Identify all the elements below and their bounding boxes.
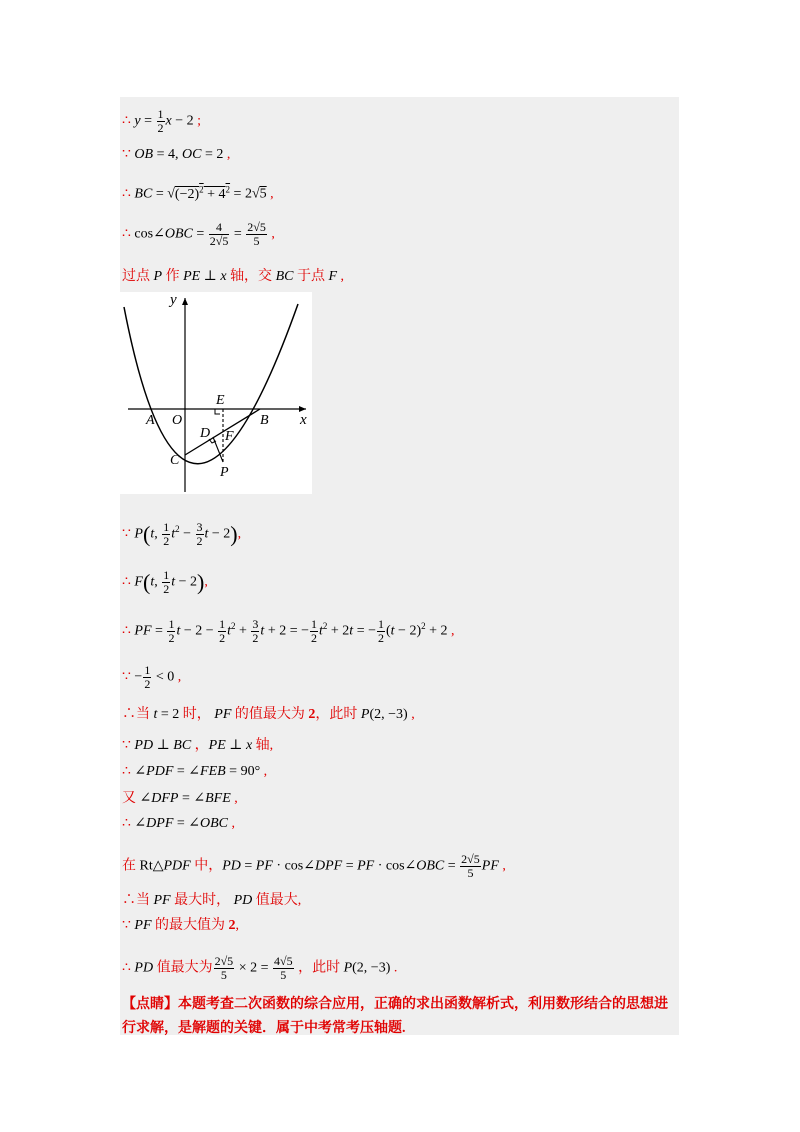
solution-line-15: 在 Rt△PDF 中，PD = PF · cos∠DPF = PF · cos∠OBC = $\frac{2√5}{5}$ PF , xyxy=(122,852,506,880)
solution-line-5: 过点 P 作 PE ⊥ x 轴，交 BC 于点 F , xyxy=(122,269,345,284)
label-a: A xyxy=(146,413,155,428)
solution-line-14: ∴ ∠DPF = ∠OBC , xyxy=(122,816,236,831)
label-p: P xyxy=(220,465,229,480)
parabola-diagram xyxy=(120,292,312,494)
solution-line-9: ∵ − $\frac{1}{2}$ < 0 , xyxy=(122,663,182,691)
label-b: B xyxy=(260,413,269,428)
solution-line-3: ∴ BC = $√(-2)^2 + 4^2 = 2√5$ , xyxy=(122,184,274,202)
solution-line-4: ∴ cos∠OBC = $\frac{4}{2√5}$ = $\frac{2√5}{5}$ , xyxy=(122,220,275,248)
solution-line-7: ∴ F(t, $\frac{1}{2}$ t − 2), xyxy=(122,568,208,596)
solution-line-6: ∵ P(t, $\frac{1}{2}$ $t^2$ − $\frac{3}{2}$ t − 2), xyxy=(122,519,242,548)
label-c: C xyxy=(170,453,180,468)
solution-line-17: ∵ PF 的最大值为 2, xyxy=(122,918,240,933)
solution-line-18: ∴ PD 值最大为 $\frac{2√5}{5}$ × 2 = $\frac{4√5}{5}$ ，此时 P(2, −3) . xyxy=(122,954,398,982)
solution-line-10: ∴当 t = 2 时， PF 的值最大为 2，此时 P(2, −3) , xyxy=(122,707,415,722)
parabola-figure xyxy=(120,292,312,494)
comment-line-1: 【点睛】本题考查二次函数的综合应用，正确的求出函数解析式，利用数形结合的思想进 xyxy=(122,997,668,1012)
label-d: D xyxy=(200,426,211,441)
solution-line-16: ∴当 PF 最大时， PD 值最大, xyxy=(122,893,302,908)
label-e: E xyxy=(216,393,225,408)
solution-line-12: ∴ ∠PDF = ∠FEB = 90° , xyxy=(122,764,268,779)
y-axis-arrow xyxy=(182,298,188,305)
solution-line-11: ∵ PD ⊥ BC ，PE ⊥ x 轴, xyxy=(122,738,274,753)
solution-line-2: ∵ OB = 4, OC = 2 , xyxy=(122,147,231,162)
label-f: F xyxy=(225,429,234,444)
solution-line-8: ∴ PF = $\frac{1}{2}$ t − 2 − $\frac{1}{2}$ $t^2$ + $\frac{3}{2}$ t + 2 = − $\frac{1}{2}$ $t^2 + 2t$ = − $\frac{1}{2}$ $(t - 2)^2 + 2$ , xyxy=(122,616,455,645)
label-y: y xyxy=(170,292,177,308)
right-angle-e xyxy=(215,409,220,414)
label-o: O xyxy=(172,413,183,428)
solution-line-1: ∴ y = $\frac{1}{2}$ x − 2 ; xyxy=(122,107,202,135)
comment-line-2: 行求解，是解题的关键．属于中考常考压轴题. xyxy=(122,1021,406,1036)
label-x: x xyxy=(300,412,307,428)
solution-line-13: 又 ∠DFP = ∠BFE , xyxy=(122,791,238,806)
